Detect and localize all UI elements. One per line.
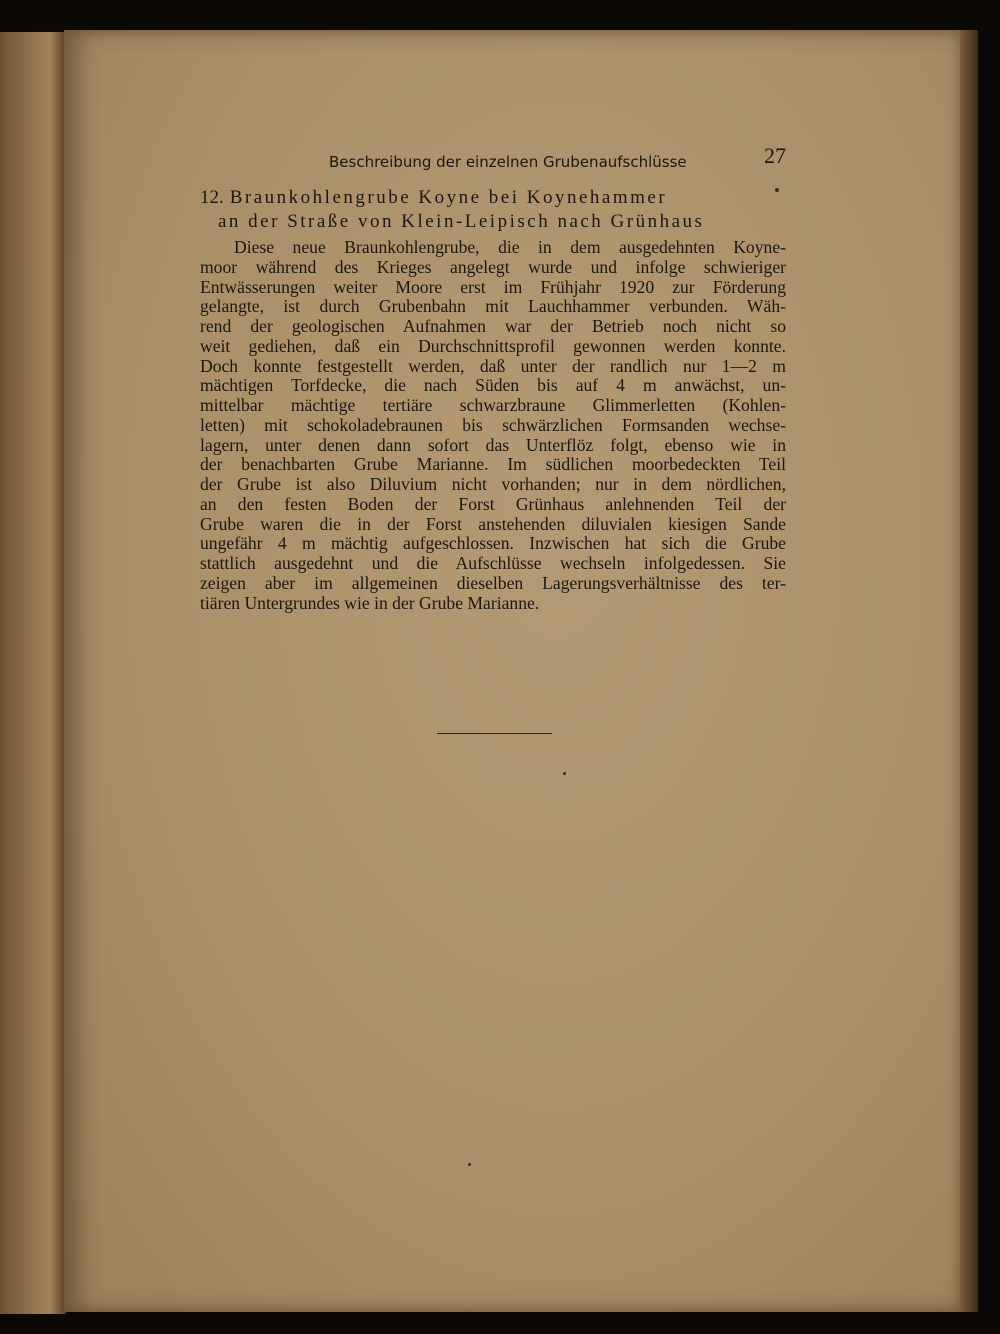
body-line: tiären Untergrundes wie in der Grube Marianne.: [200, 592, 540, 613]
section-heading-line-1: [200, 186, 790, 210]
section-title-line-1: Braunkohlengrube Koyne bei Koynehammer: [229, 187, 668, 208]
body-line: Entwässerungen weiter Moore erst im Frühjahr 1920 zur Förderung: [200, 276, 786, 297]
body-line: weit gediehen, daß ein Durchschnittsprofil gewonnen werden konnte.: [200, 335, 786, 356]
body-line: Diese neue Braunkohlengrube, die in dem ausgedehnten Koyne-: [234, 237, 786, 257]
section-number: 12.: [200, 187, 224, 208]
body-line: stattlich ausgedehnt und die Aufschlüsse wechseln infolgedessen. Sie: [200, 553, 786, 573]
body-paragraph: [200, 238, 786, 613]
body-line: Grube waren die in der Forst anstehenden diluvialen kiesigen Sande: [200, 513, 786, 534]
body-line: moor während des Krieges angelegt wurde und infolge schwieriger: [200, 256, 786, 277]
running-head: Beschreibung der einzelnen Grubenaufschlüsse: [329, 153, 687, 171]
closing-rule: [437, 733, 552, 734]
paper-speck: [468, 1163, 471, 1166]
body-line: ungefähr 4 m mächtig aufgeschlossen. Inzwischen hat sich die Grube: [200, 533, 786, 554]
body-line: an den festen Boden der Forst Grünhaus anlehnenden Teil der: [200, 493, 786, 514]
paper-speck: [775, 188, 779, 192]
paper-speck: [563, 772, 566, 775]
body-line: gelangte, ist durch Grubenbahn mit Lauchhammer verbunden. Wäh-: [200, 296, 786, 317]
body-line: der benachbarten Grube Marianne. Im südlichen moorbedeckten Teil: [200, 454, 786, 475]
section-title-line-2: an der Straße von Klein-Leipisch nach Grünhaus: [218, 211, 705, 232]
body-line: Doch konnte festgestellt werden, daß unter der randlich nur 1—2 m: [200, 355, 786, 376]
section-heading: [200, 186, 790, 234]
left-page-edge: [0, 32, 66, 1314]
body-line: mächtigen Torfdecke, die nach Süden bis auf 4 m anwächst, un-: [200, 375, 786, 396]
body-line: mittelbar mächtige tertiäre schwarzbraune Glimmerletten (Kohlen-: [200, 395, 786, 415]
body-line: zeigen aber im allgemeinen dieselben Lagerungsverhältnisse des ter-: [200, 572, 786, 593]
body-line: letten) mit schokoladebraunen bis schwärzlichen Formsanden wechse-: [200, 414, 786, 435]
body-line: rend der geologischen Aufnahmen war der Betrieb noch nicht so: [200, 316, 786, 336]
body-line: lagern, unter denen dann sofort das Unterflöz folgt, ebenso wie in: [200, 434, 786, 455]
body-line: der Grube ist also Diluvium nicht vorhanden; nur in dem nördlichen,: [200, 474, 786, 494]
right-page-edge: [960, 30, 978, 1312]
page-number: 27: [764, 143, 786, 168]
